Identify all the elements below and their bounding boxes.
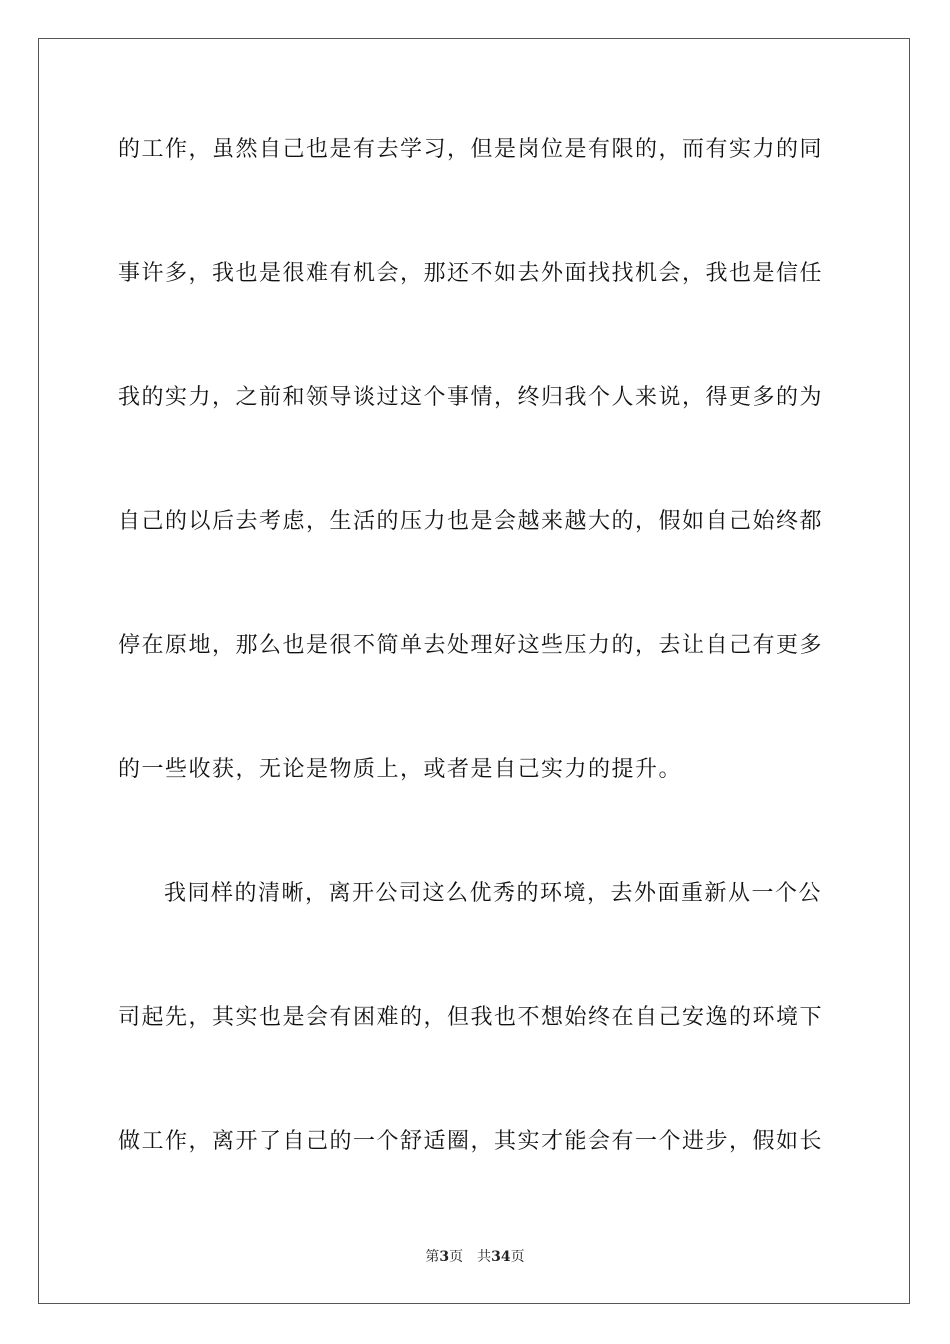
total-prefix: 共 [477,1249,492,1265]
total-pages: 34 [491,1249,511,1265]
text-line: 的一些收获，无论是物质上，或者是自己实力的提升。 [118,757,683,782]
page-suffix: 页 [449,1249,464,1265]
text-line: 自己的以后去考虑，生活的压力也是会越来越大的，假如自己始终都 [118,509,824,534]
text-line: 做工作，离开了自己的一个舒适圈，其实才能会有一个进步，假如长 [118,1129,824,1154]
text-line: 停在原地，那么也是很不简单去处理好这些压力的，去让自己有更多 [118,633,824,658]
text-line: 的工作，虽然自己也是有去学习，但是岗位是有限的，而有实力的同 [118,137,824,162]
text-line: 事许多，我也是很难有机会，那还不如去外面找找机会，我也是信任 [118,261,824,286]
page-number: 3 [439,1249,450,1265]
page-footer [0,1246,950,1266]
text-line: 司起先，其实也是会有困难的，但我也不想始终在自己安逸的环境下 [118,1005,824,1030]
page-prefix: 第 [425,1249,440,1265]
total-suffix: 页 [510,1249,525,1265]
text-line: 我的实力，之前和领导谈过这个事情，终归我个人来说，得更多的为 [118,385,824,410]
document-body [118,128,834,1244]
paragraph-first-line: 我同样的清晰，离开公司这么优秀的环境，去外面重新从一个公 [164,881,823,906]
